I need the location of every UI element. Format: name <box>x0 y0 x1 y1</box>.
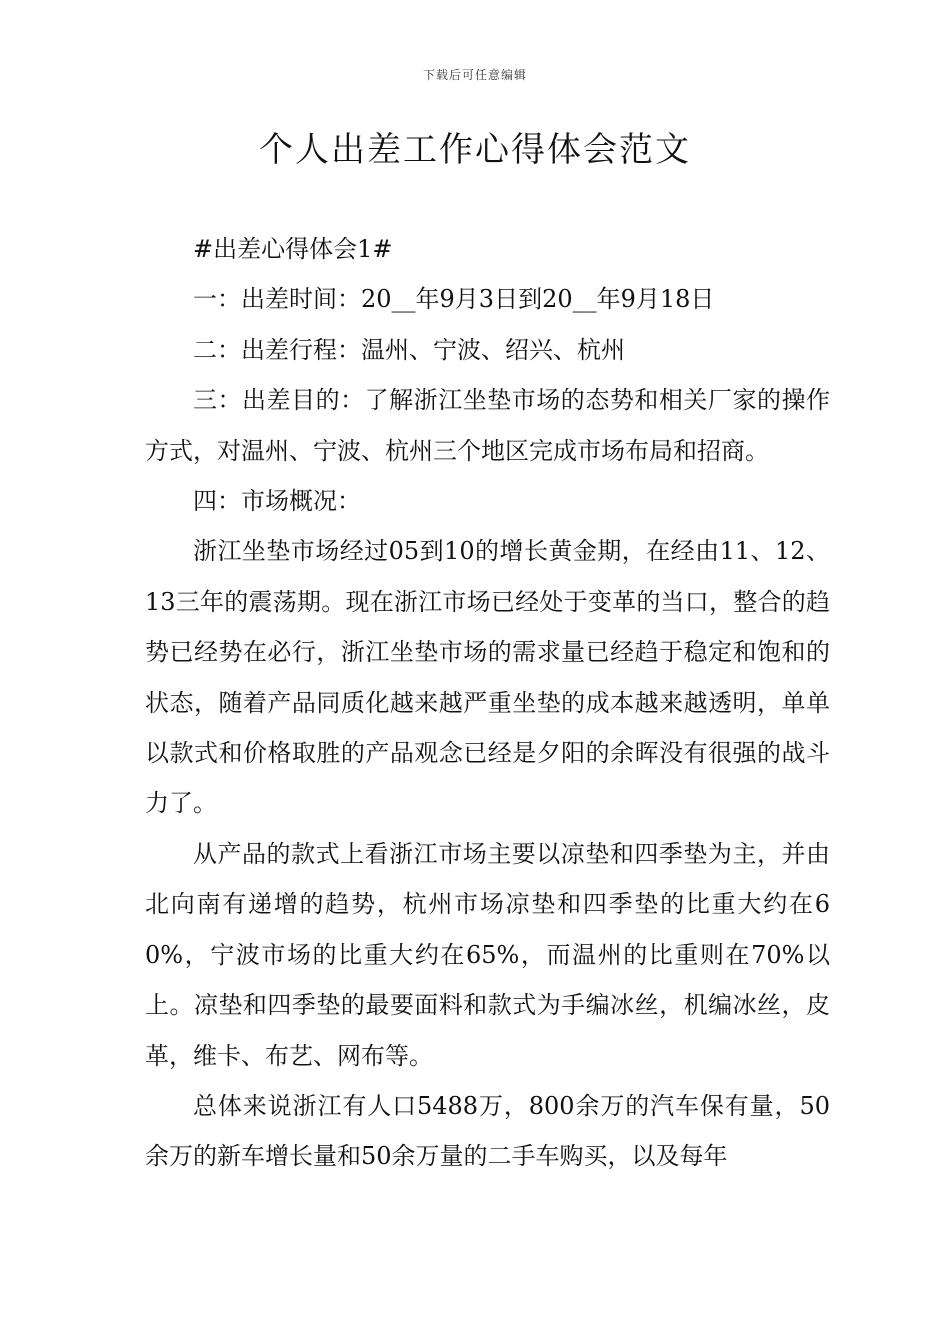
document-title: 个人出差工作心得体会范文 <box>259 130 691 170</box>
paragraph-trip-route: 二：出差行程：温州、宁波、绍兴、杭州 <box>193 335 625 364</box>
paragraph-trip-time: 一：出差时间：20__年9月3日到20__年9月18日 <box>193 285 715 314</box>
paragraph-section-heading: #出差心得体会1# <box>193 235 393 263</box>
paragraph-trip-purpose: 三：出差目的：了解浙江坐垫市场的态势和相关厂家的操作方式，对温州、宁波、杭州三个地区完成市场布局和招商。 <box>145 386 830 465</box>
header-note: 下载后可任意编辑 <box>422 68 527 82</box>
paragraph-market-summary: 总体来说浙江有人口5488万，800余万的汽车保有量，50余万的新车增长量和50余万量的二手车购买，以及每年 <box>145 1091 830 1171</box>
paragraph-market-overview: 浙江坐垫市场经过05到10的增长黄金期，在经由11、12、13三年的震荡期。现在浙江市场已经处于变革的当口，整合的趋势已经势在必行，浙江坐垫市场的需求量已经趋于稳定和饱和的状态，随着产品同质化越来越严重坐垫的成本越来越透明，单单以款式和价格取胜的产品观念已经是夕阳的余晖没有很强的战斗力了。 <box>145 537 830 818</box>
paragraph-market-heading: 四：市场概况： <box>193 487 361 516</box>
paragraph-product-styles: 从产品的款式上看浙江市场主要以凉垫和四季垫为主，并由北向南有递增的趋势，杭州市场凉垫和四季垫的比重大约在60%，宁波市场的比重大约在65%，而温州的比重则在70%以上。凉垫和四季垫的最要面料和款式为手编冰丝，机编冰丝，皮革，维卡、布艺、网布等。 <box>145 839 830 1070</box>
document-body <box>145 224 830 1182</box>
